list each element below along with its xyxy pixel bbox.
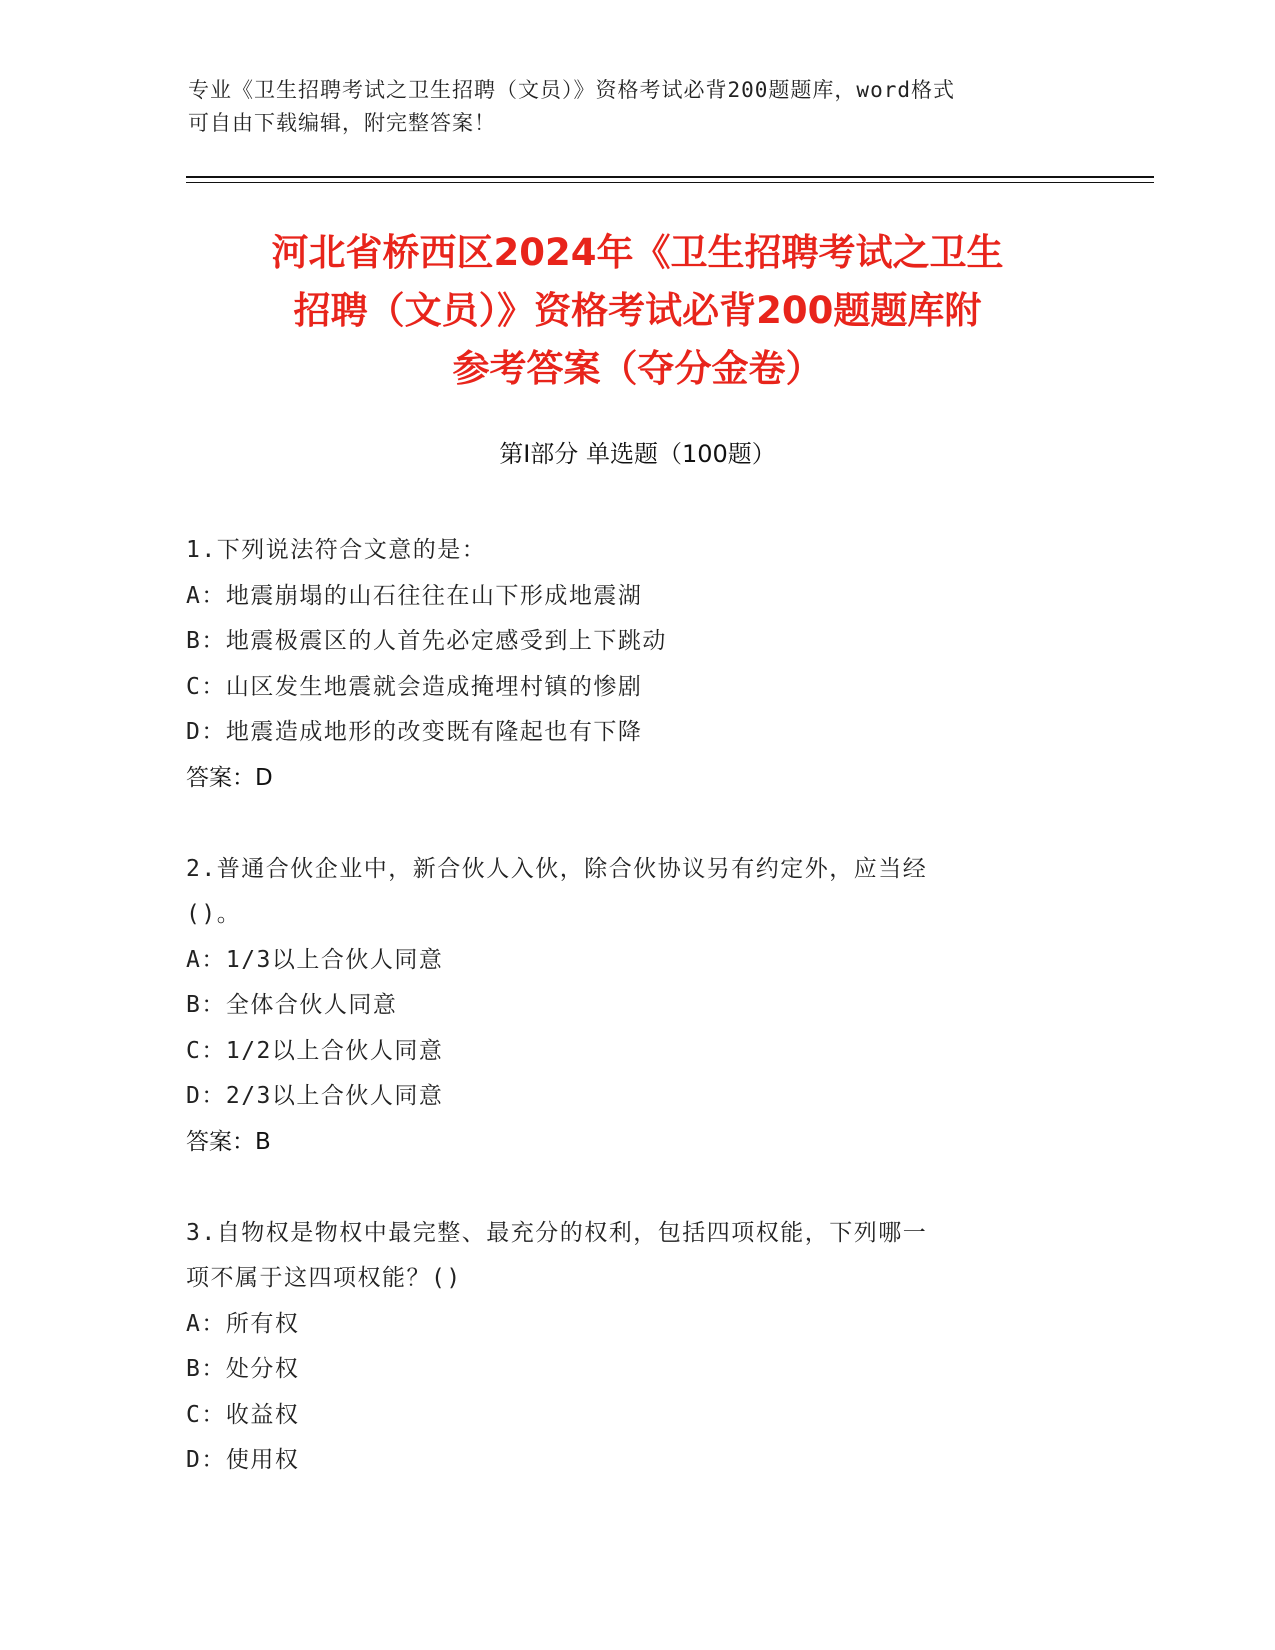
question-stem: 2.普通合伙企业中，新合伙人入伙，除合伙协议另有约定外，应当经 (186, 855, 928, 882)
question-3 (186, 1211, 1066, 1484)
header-divider-thin (186, 182, 1154, 183)
option-b: B：处分权 (186, 1356, 300, 1382)
document-title-line-1: 河北省桥西区2024年《卫生招聘考试之卫生 (271, 231, 1004, 274)
answer-label: 答案：D (186, 764, 273, 791)
question-1 (186, 528, 1066, 801)
option-c: C：山区发生地震就会造成掩埋村镇的惨剧 (186, 673, 643, 700)
option-a: A：地震崩塌的山石往往在山下形成地震湖 (186, 582, 643, 609)
option-c: C：收益权 (186, 1401, 300, 1428)
document-title-line-3: 参考答案（夺分金卷） (452, 347, 823, 390)
section-title: 第Ⅰ部分 单选题（100题） (499, 440, 776, 468)
question-spacer (186, 801, 1066, 847)
header-divider-thick (186, 176, 1154, 178)
header-note (188, 74, 1068, 140)
option-d: D：使用权 (186, 1447, 300, 1473)
option-a: A：1/3以上合伙人同意 (186, 946, 444, 973)
question-2 (186, 847, 1066, 1166)
header-note-line-1: 专业《卫生招聘考试之卫生招聘（文员）》资格考试必背200题题库，word格式 (188, 78, 955, 102)
option-d: D：2/3以上合伙人同意 (186, 1083, 444, 1109)
question-list (186, 528, 1066, 1484)
answer-label: 答案：B (186, 1128, 271, 1155)
question-stem-continued: ()。 (186, 901, 242, 927)
option-b: B：全体合伙人同意 (186, 992, 398, 1018)
document-title-line-2: 招聘（文员）》资格考试必背200题题库附 (293, 289, 982, 332)
question-stem: 1.下列说法符合文意的是： (186, 537, 487, 563)
question-spacer (186, 1165, 1066, 1211)
option-b: B：地震极震区的人首先必定感受到上下跳动 (186, 628, 667, 654)
question-stem-continued: 项不属于这四项权能？() (186, 1265, 462, 1291)
option-a: A：所有权 (186, 1310, 300, 1337)
question-stem: 3.自物权是物权中最完整、最充分的权利，包括四项权能，下列哪一 (186, 1219, 928, 1246)
option-c: C：1/2以上合伙人同意 (186, 1037, 444, 1064)
option-d: D：地震造成地形的改变既有隆起也有下降 (186, 719, 643, 745)
document-title (150, 224, 1125, 398)
header-note-line-2: 可自由下载编辑，附完整答案！ (188, 111, 496, 135)
